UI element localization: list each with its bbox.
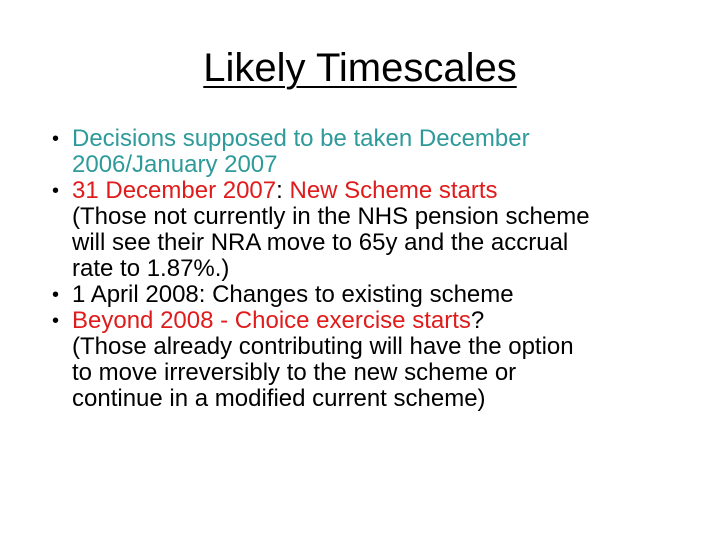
bullet-item-existing-scheme: [52, 282, 692, 308]
bullet-note-line: rate to 1.87%.): [72, 255, 230, 282]
bullet-item-decisions: [52, 126, 692, 178]
bullet-date: 31 December 2007: [72, 177, 277, 204]
bullet-text-line: 1 April 2008: Changes to existing scheme: [72, 281, 514, 308]
bullet-event: New Scheme starts: [282, 177, 498, 204]
bullet-note-line: (Those not currently in the NHS pension scheme: [72, 203, 590, 230]
bullet-item-choice-exercise: [52, 308, 692, 412]
bullet-item-new-scheme: [52, 178, 692, 282]
bullet-text-line: 2006/January 2007: [72, 151, 278, 178]
bullet-text-line: Decisions supposed to be taken December: [72, 125, 530, 152]
bullet-colon: :: [276, 177, 283, 204]
bullet-note-line: will see their NRA move to 65y and the accrual: [72, 229, 569, 256]
bullet-note-line: to move irreversibly to the new scheme or: [72, 359, 517, 386]
bullet-note-line: continue in a modified current scheme): [72, 385, 486, 412]
bullet-marker: •: [52, 284, 60, 306]
bullet-marker: •: [52, 128, 60, 150]
bullet-question-mark: ?: [470, 307, 485, 334]
bullet-text-line: Beyond 2008 - Choice exercise starts: [72, 307, 471, 334]
bullet-marker: •: [52, 180, 60, 202]
bullet-note-line: (Those already contributing will have the option: [72, 333, 574, 360]
bullet-marker: •: [52, 310, 60, 332]
slide-title: [0, 44, 720, 92]
slide-title-text: Likely Timescales: [203, 46, 517, 90]
bullet-list: [52, 126, 692, 412]
